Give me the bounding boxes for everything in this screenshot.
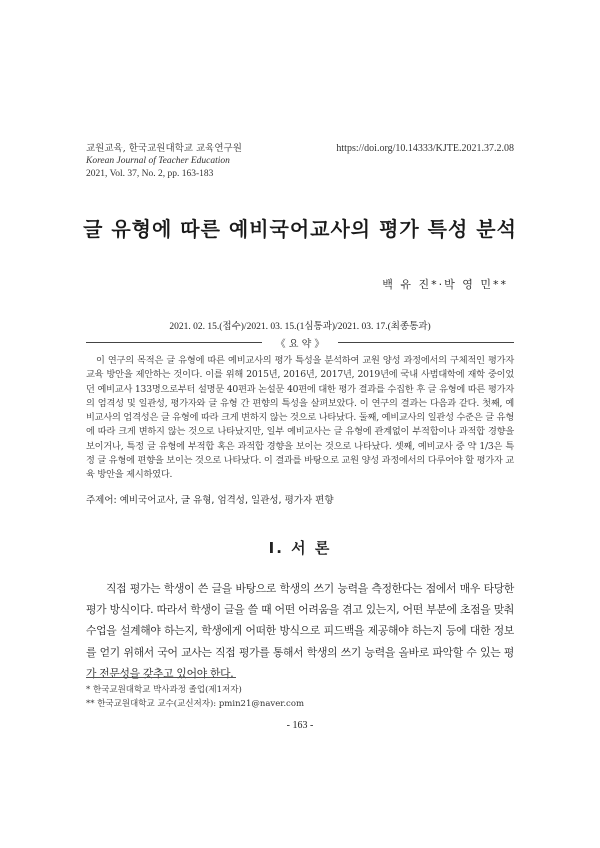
footnote-2: ** 한국교원대학교 교수(교신저자): pmin21@naver.com bbox=[86, 699, 304, 709]
paper-title: 글 유형에 따른 예비국어교사의 평가 특성 분석 bbox=[83, 217, 517, 241]
page-number: - 163 - bbox=[286, 720, 314, 731]
doi-link[interactable]: https://doi.org/10.14333/KJTE.2021.37.2.08 bbox=[336, 143, 514, 154]
journal-header bbox=[86, 142, 242, 181]
abstract-heading-rule-right bbox=[338, 342, 514, 343]
abstract-text: 이 연구의 목적은 글 유형에 따른 예비교사의 평가 특성을 분석하여 교원 양성 과정에서의 구체적인 평가자 교육 방안을 제안하는 것이다. 이를 위해 2015년, 2016년, 2017년, 2019년에 국내 사범대학에 재학 중이었던 예비교사 133명으로부터 설명문 40편과 논설문 40편에 대한 평가 결과를 수집한 후 글 유형에 따른 평가자의 엄격성 및 일관성, 평가자와 글 유형 간 편향의 특성을 살펴보았다. 이 연구의 결과는 다음과 같다. 첫째, 예비교사의 엄격성은 글 유형에 따라 크게 변하지 않는 것으로 나타났다. 둘째, 예비교사의 일관성 수준은 글 유형에 따라 크게 변하지 않는 것으로 나타났지만, 일부 예비교사는 글 유형에 관계없이 부적합이나 과적합 경향을 보이거나, 특정 글 유형에 부적합 혹은 과적합 경향을 보이는 것으로 나타났다. 셋째, 예비교사 중 약 1/3은 특정 글 유형에 편향을 보이는 것으로 나타났다. 이 결과를 바탕으로 교원 양성 과정에서의 다루어야 할 평가자 교육 방안을 제시하였다. bbox=[86, 355, 514, 481]
section-title: Ⅰ. 서 론 bbox=[268, 539, 332, 557]
footnote-divider bbox=[86, 677, 236, 678]
authors: 백 유 진*·박 영 민** bbox=[382, 278, 508, 291]
journal-name-ko: 교원교육, 한국교원대학교 교육연구원 bbox=[86, 143, 242, 154]
keywords: 주제어: 예비국어교사, 글 유형, 엄격성, 일관성, 평가자 편향 bbox=[86, 495, 334, 506]
abstract-heading bbox=[86, 335, 514, 349]
submission-dates: 2021. 02. 15.(접수)/2021. 03. 15.(1심통과)/2021. 03. 17.(최종통과) bbox=[169, 322, 431, 332]
volume-info: 2021, Vol. 37, No. 2, pp. 163-183 bbox=[86, 169, 214, 179]
body-paragraph: 직접 평가는 학생이 쓴 글을 바탕으로 학생의 쓰기 능력을 측정한다는 점에서 매우 타당한 평가 방식이다. 따라서 학생이 글을 쓸 때 어떤 어려움을 겪고 있는지, 어떤 부분에 초점을 맞춰 수업을 설계해야 하는지, 학생에게 어떠한 방식으로 피드백을 제공해야 하는지 등에 대한 정보를 얻기 위해서 국어 교사는 직접 평가를 통해서 학생의 쓰기 능력을 올바로 파악할 수 있는 평가 전문성을 갖추고 있어야 한다. bbox=[86, 582, 514, 680]
abstract-heading-label: 《 요 약 》 bbox=[275, 339, 325, 350]
footnote-1: * 한국교원대학교 박사과정 졸업(제1저자) bbox=[86, 685, 242, 695]
journal-name-en: Korean Journal of Teacher Education bbox=[86, 156, 230, 166]
